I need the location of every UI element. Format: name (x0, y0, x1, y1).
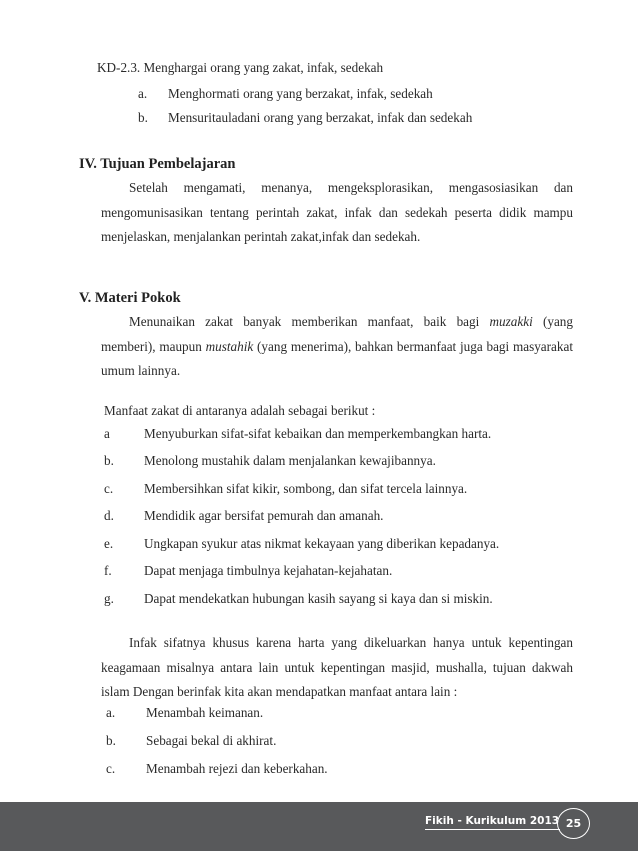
section-heading-materi: V. Materi Pokok (79, 290, 181, 306)
kd-item-text: Menghormati orang yang berzakat, infak, sedekah (168, 86, 433, 101)
kd-item-text: Mensuritauladani orang yang berzakat, infak dan sedekah (168, 110, 473, 125)
kd-item-marker: a. (138, 86, 148, 101)
materi-paragraph (101, 310, 573, 384)
list-item: Membersihkan sifat kikir, sombong, dan sifat tercela lainnya. (144, 481, 468, 496)
list-item: Sebagai bekal di akhirat. (146, 733, 277, 748)
list-marker: b. (106, 733, 116, 748)
section-heading-tujuan: IV. Tujuan Pembelajaran (79, 156, 236, 172)
infak-paragraph (101, 631, 573, 705)
list-marker: a. (106, 705, 116, 720)
kd-item-marker: b. (138, 110, 148, 125)
list-marker: c. (104, 481, 114, 496)
page-number: 25 (565, 817, 582, 830)
page-number-badge (557, 808, 590, 839)
list-item: Dapat menjaga timbulnya kejahatan-kejahatan. (144, 563, 393, 578)
list-item: Menolong mustahik dalam menjalankan kewajibannya. (144, 453, 436, 468)
infak-paragraph-text: Infak sifatnya khusus karena harta yang dikeluarkan hanya untuk kepentingan keagamaan misalnya antara lain untuk kepentingan masjid, mushalla, tujuan dakwah islam Dengan berinfak kita akan mendapatkan manfaat antara lain : (101, 635, 573, 699)
materi-text: Menunaikan zakat banyak memberikan manfaat, baik bagi (129, 314, 490, 329)
list-marker: b. (104, 453, 114, 468)
list-marker: c. (106, 761, 116, 776)
list-marker: a (104, 426, 110, 441)
list-item: Mendidik agar bersifat pemurah dan amanah. (144, 508, 384, 523)
list-item: Ungkapan syukur atas nikmat kekayaan yang diberikan kepadanya. (144, 536, 500, 551)
list-item: Menambah rejezi dan keberkahan. (146, 761, 328, 776)
tujuan-paragraph (101, 176, 573, 250)
term-muzakki: muzakki (489, 314, 533, 329)
list-marker: d. (104, 508, 114, 523)
list-item: Menyuburkan sifat-sifat kebaikan dan memperkembangkan harta. (144, 426, 492, 441)
tujuan-paragraph-text: Setelah mengamati, menanya, mengeksplorasikan, mengasosiasikan dan mengomunisasikan tentang perintah zakat, infak dan sedekah peserta didik mampu menjelaskan, menjalankan perintah zakat,infak dan sedekah. (101, 180, 573, 244)
materi-text: (yang memberi), maupun (101, 314, 573, 354)
list-marker: g. (104, 591, 114, 606)
kd-title: KD-2.3. Menghargai orang yang zakat, infak, sedekah (97, 60, 384, 75)
term-mustahik: mustahik (205, 338, 254, 354)
list-item: Menambah keimanan. (146, 705, 264, 720)
list-marker: e. (104, 536, 114, 551)
list-marker: f. (104, 563, 112, 578)
materi-text: (yang menerima), bahkan bermanfaat juga bagi masyarakat umum lainnya. (101, 338, 574, 378)
footer-book-title: Fikih - Kurikulum 2013 (425, 815, 560, 827)
manfaat-intro: Manfaat zakat di antaranya adalah sebagai berikut : (104, 403, 376, 418)
list-item: Dapat mendekatkan hubungan kasih sayang si kaya dan si miskin. (144, 591, 493, 606)
footer-underline (425, 829, 560, 830)
